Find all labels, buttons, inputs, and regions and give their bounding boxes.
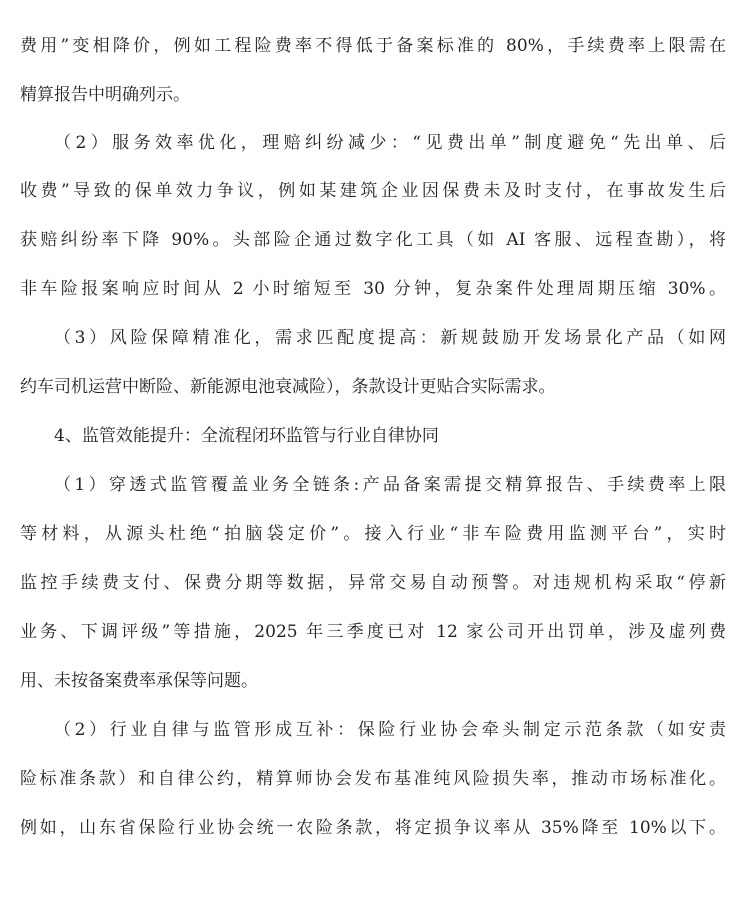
- text-line-1: 费用”变相降价，例如工程险费率不得低于备案标准的 80%，手续费率上限需在: [20, 36, 726, 56]
- text-line-8: 约车司机运营中断险、新能源电池衰减险），条款设计更贴合实际需求。: [20, 377, 556, 397]
- text-line-2: 精算报告中明确列示。: [20, 85, 190, 105]
- text-line-14: 用、未按备案费率承保等问题。: [20, 671, 258, 691]
- text-line-12: 监控手续费支付、保费分期等数据，异常交易自动预警。对违规机构采取“停新: [20, 573, 726, 593]
- section-heading: 4、监管效能提升：全流程闭环监管与行业自律协同: [54, 426, 439, 446]
- text-line-16: 险标准条款）和自律公约，精算师协会发布基准纯风险损失率，推动市场标准化。: [20, 769, 726, 789]
- text-line-5: 获赔纠纷率下降 90%。头部险企通过数字化工具（如 AI 客服、远程查勘），将: [20, 230, 726, 250]
- text-line-15: （2）行业自律与监管形成互补：保险行业协会牵头制定示范条款（如安责: [54, 720, 726, 740]
- text-line-4: 收费”导致的保单效力争议，例如某建筑企业因保费未及时支付，在事故发生后: [20, 181, 726, 201]
- text-line-10: （1）穿透式监管覆盖业务全链条:产品备案需提交精算报告、手续费率上限: [54, 475, 726, 495]
- text-line-7: （3）风险保障精准化，需求匹配度提高：新规鼓励开发场景化产品（如网: [54, 328, 726, 348]
- text-line-11: 等材料，从源头杜绝“拍脑袋定价”。接入行业“非车险费用监测平台”，实时: [20, 524, 726, 544]
- text-line-13: 业务、下调评级”等措施，2025 年三季度已对 12 家公司开出罚单，涉及虚列费: [20, 622, 726, 642]
- text-line-3: （2）服务效率优化，理赔纠纷减少：“见费出单”制度避免“先出单、后: [54, 133, 726, 153]
- text-line-17: 例如，山东省保险行业协会统一农险条款，将定损争议率从 35%降至 10%以下。: [20, 818, 726, 838]
- text-line-6: 非车险报案响应时间从 2 小时缩短至 30 分钟，复杂案件处理周期压缩 30%。: [20, 279, 726, 299]
